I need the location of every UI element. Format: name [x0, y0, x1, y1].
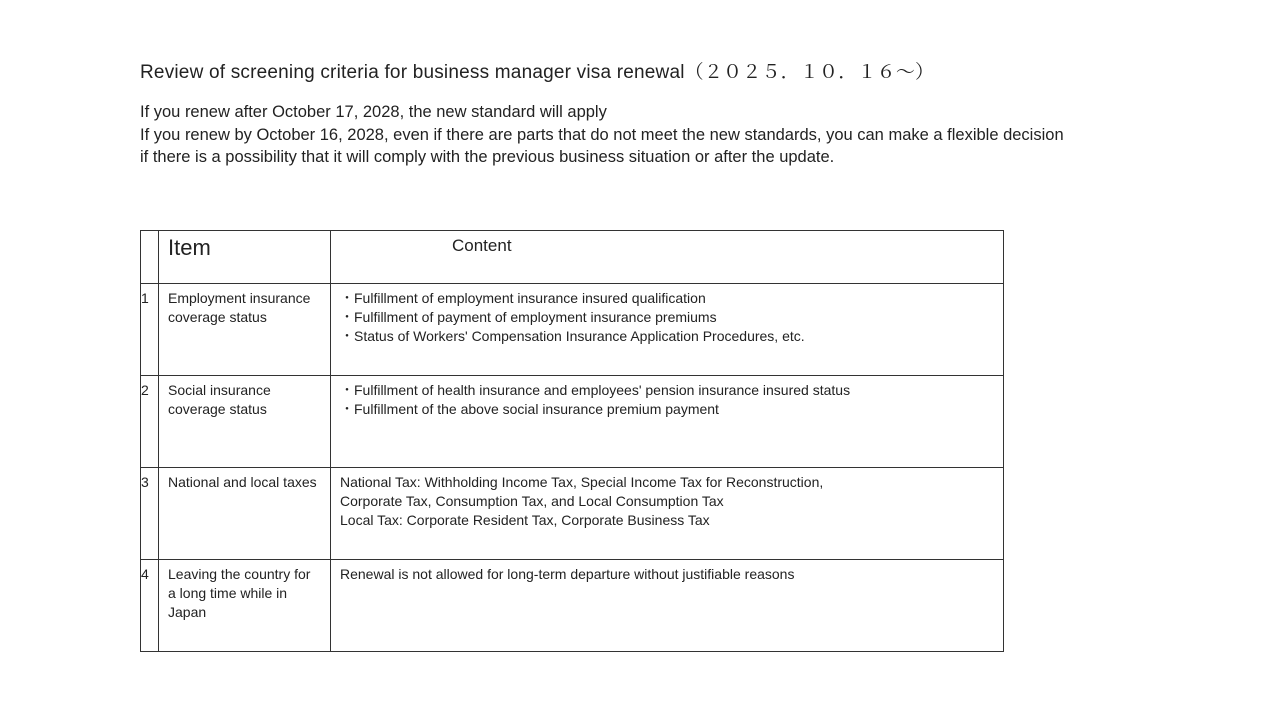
- row-item: National and local taxes: [159, 468, 331, 560]
- row-content: [331, 560, 1004, 652]
- content-line: ・Status of Workers' Compensation Insurance Application Procedures, etc.: [340, 328, 805, 344]
- content-line: ・Fulfillment of the above social insurance premium payment: [340, 401, 719, 417]
- table-row: [141, 376, 1004, 468]
- row-content: [331, 468, 1004, 560]
- content-line: Corporate Tax, Consumption Tax, and Local Consumption Tax: [340, 493, 724, 509]
- criteria-table: [140, 230, 1004, 652]
- header-content: Content: [331, 231, 1004, 284]
- content-line: ・Fulfillment of health insurance and employees' pension insurance insured status: [340, 382, 851, 398]
- header-number-cell: [141, 231, 159, 284]
- table-row: [141, 284, 1004, 376]
- row-item: Leaving the country for a long time while in Japan: [159, 560, 331, 652]
- row-number: 4: [141, 560, 159, 652]
- intro-line-new-standard: If you renew after October 17, 2028, the new standard will apply: [140, 103, 607, 121]
- row-number: 1: [141, 284, 159, 376]
- row-content: [331, 376, 1004, 468]
- row-item: Employment insurance coverage status: [159, 284, 331, 376]
- row-number: 3: [141, 468, 159, 560]
- slide-title: Review of screening criteria for business manager visa renewal（２０２５．１０．１６～）: [140, 62, 935, 83]
- table-header-row: [141, 231, 1004, 284]
- table-row: [141, 560, 1004, 652]
- content-line: ・Fulfillment of employment insurance insured qualification: [340, 290, 706, 306]
- table-row: [141, 468, 1004, 560]
- content-line: ・Fulfillment of payment of employment insurance premiums: [340, 309, 717, 325]
- row-content: [331, 284, 1004, 376]
- row-number: 2: [141, 376, 159, 468]
- content-line: National Tax: Withholding Income Tax, Special Income Tax for Reconstruction,: [340, 474, 824, 490]
- content-line: Local Tax: Corporate Resident Tax, Corporate Business Tax: [340, 512, 710, 528]
- header-item: Item: [159, 231, 331, 284]
- row-item: Social insurance coverage status: [159, 376, 331, 468]
- intro-text: [140, 101, 1075, 169]
- intro-line-flexible-decision: If you renew by October 16, 2028, even if there are parts that do not meet the new standards, you can make a flexible decision if there is a possibility that it will comply with the previous business situation or after the update.: [140, 125, 1064, 166]
- content-line: Renewal is not allowed for long-term departure without justifiable reasons: [340, 566, 795, 582]
